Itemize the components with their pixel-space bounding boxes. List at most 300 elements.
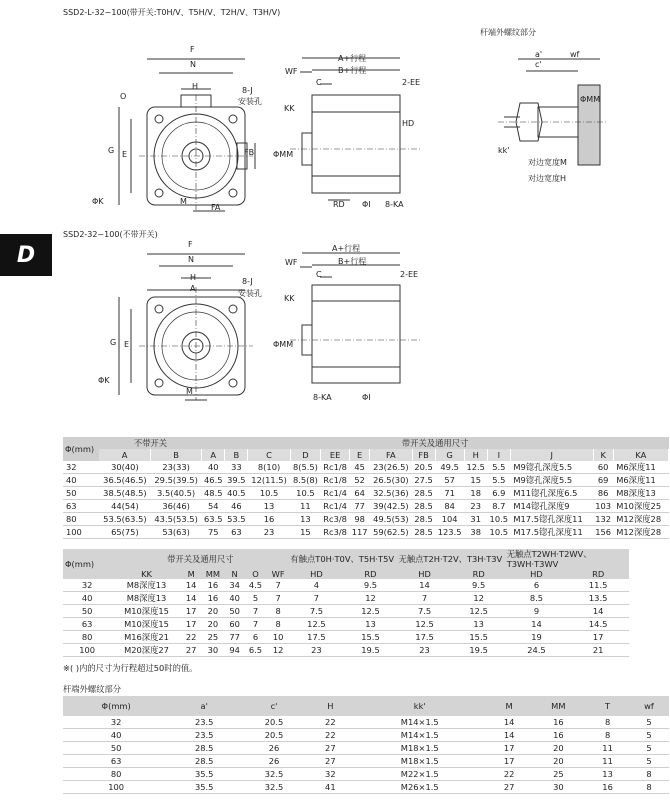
table1-cell: M17.5锪孔深度11 <box>510 526 593 539</box>
table1-cell: 15 <box>464 474 487 487</box>
dim-rd: RD <box>333 200 345 209</box>
table2-cell: 13 <box>452 618 506 631</box>
table2-cell: M10深度15 <box>111 618 181 631</box>
table3-cell: 8 <box>586 716 629 729</box>
table1-cell: 36.5(46.5) <box>99 474 150 487</box>
table1-cell: 84 <box>435 500 464 513</box>
table2-cell: M8深度13 <box>111 592 181 605</box>
dim2-e: E <box>124 340 130 349</box>
dim-g: G <box>108 146 115 155</box>
table1-cell: 49.5 <box>435 461 464 474</box>
table1-cell: 132 <box>593 513 613 526</box>
table1-cell: 57 <box>435 474 464 487</box>
table3-cell: 20 <box>531 755 587 768</box>
table3-col-header: wf <box>629 696 669 716</box>
table1-cell: 3.5(40.5) <box>151 487 202 500</box>
table-row <box>63 742 669 755</box>
table2-col-header: RD <box>567 569 629 579</box>
table1-cell: Rc1/8 <box>321 461 350 474</box>
table1-cell: 12(11.5) <box>248 474 290 487</box>
table3-cell: 5 <box>629 742 669 755</box>
table3-cell: 14 <box>488 716 531 729</box>
table3-cell: 22 <box>309 716 352 729</box>
thread-title: 杆端外螺纹部分 <box>480 28 536 37</box>
dim-o: O <box>120 92 127 101</box>
table3-col-header: T <box>586 696 629 716</box>
table1-cell: 26.5(30) <box>370 474 412 487</box>
table2-cell: 14 <box>182 592 201 605</box>
table2-cell: 7.5 <box>289 605 343 618</box>
table1-cell: 49.5(53) <box>370 513 412 526</box>
dimension-table-3 <box>63 696 669 794</box>
table2-cell: 17 <box>182 605 201 618</box>
table1-cell: 15 <box>290 526 320 539</box>
table3-cell: M14×1.5 <box>352 716 488 729</box>
dim-kk: KK <box>284 104 295 113</box>
table3-cell: 17 <box>488 742 531 755</box>
table2-col-header: M <box>182 569 201 579</box>
dim-phik: ΦK <box>92 197 104 206</box>
table2-cell: 94 <box>225 644 244 657</box>
table2-cell: 15.5 <box>452 631 506 644</box>
dim-wf: WF <box>285 67 298 76</box>
mount-hole-label-2: 安装孔 <box>238 289 262 298</box>
table3-cell: 50 <box>63 742 169 755</box>
table1-cell: 10.5 <box>290 487 320 500</box>
dimension-table-2 <box>63 549 629 657</box>
t2-group-t2w: 无触点T2WH·T2WV、T3WH·T3WV <box>506 549 629 569</box>
table3-cell: 8 <box>586 729 629 742</box>
table2-cell: 4 <box>289 579 343 592</box>
table2-cell: 77 <box>225 631 244 644</box>
table1-cell: 16 <box>248 513 290 526</box>
table3-cell: 25 <box>531 768 587 781</box>
table2-col-header: O <box>244 569 267 579</box>
table3-cell: 20.5 <box>239 716 309 729</box>
table3-cell: M18×1.5 <box>352 755 488 768</box>
t2-phi-header: Φ(mm) <box>63 549 111 579</box>
table1-cell: 44(54) <box>99 500 150 513</box>
table2-cell: 21 <box>567 644 629 657</box>
table2-cell: 9.5 <box>343 579 397 592</box>
table2-cell: 34 <box>225 579 244 592</box>
table1-col-header: J <box>510 449 593 461</box>
table2-cell: 7 <box>244 618 267 631</box>
table1-cell: 54 <box>202 500 225 513</box>
table1-col-header: FB <box>412 449 435 461</box>
table2-note: ※( )内的尺寸为行程超过50时的值。 <box>63 663 198 673</box>
table1-cell: 50 <box>63 487 99 500</box>
dim-phimm-thread: ΦMM <box>580 95 601 104</box>
table3-cell: 20 <box>531 742 587 755</box>
table1-cell: M12深度28 <box>613 526 668 539</box>
dim-fb: FB <box>244 148 255 157</box>
table2-cell: 20 <box>201 618 226 631</box>
table1-cell: 10.5 <box>487 526 510 539</box>
dim2-a-stroke: A+行程 <box>332 244 361 253</box>
table3-cell: 32 <box>309 768 352 781</box>
table-row <box>63 729 669 742</box>
table3-cell: 26 <box>239 742 309 755</box>
table3-cell: 32.5 <box>239 781 309 794</box>
table1-cell: M6深度11 <box>613 461 668 474</box>
table2-cell: 17 <box>567 631 629 644</box>
table2-cell: 14 <box>567 605 629 618</box>
dim2-phimm: ΦMM <box>273 340 294 349</box>
table1-cell: 80 <box>63 513 99 526</box>
table3-cell: 16 <box>586 781 629 794</box>
table3-cell: 27 <box>488 781 531 794</box>
dim2-kk: KK <box>284 294 295 303</box>
table1-cell: M9锪孔深度5.5 <box>510 461 593 474</box>
table2-cell: 7 <box>398 592 452 605</box>
table-row <box>63 526 669 539</box>
table3-col-header: c' <box>239 696 309 716</box>
dim-phimm: ΦMM <box>273 150 294 159</box>
table1-cell: 20.5 <box>412 461 435 474</box>
table-row <box>63 579 629 592</box>
table1-cell: 36(46) <box>151 500 202 513</box>
table3-col-header: H <box>309 696 352 716</box>
table3-cell: 63 <box>63 755 169 768</box>
dim-b-stroke: B+行程 <box>338 66 367 75</box>
table1-cell: 5.5 <box>487 461 510 474</box>
table1-cell: 60 <box>593 461 613 474</box>
t2-group-t0: 有触点T0H·T0V、T5H·T5V <box>289 549 397 569</box>
table1-cell: Rc1/4 <box>321 500 350 513</box>
table3-cell: 5 <box>629 716 669 729</box>
dim2-8j: 8-J <box>242 277 253 286</box>
table3-col-header: M <box>488 696 531 716</box>
table2-cell: 25 <box>201 631 226 644</box>
table2-cell: 32 <box>63 579 111 592</box>
dim2-n: N <box>188 255 194 264</box>
table1-cell: M11锪孔深度6.5 <box>510 487 593 500</box>
table2-cell: 7 <box>289 592 343 605</box>
table2-cell: 12 <box>267 644 290 657</box>
table1-cell: M14锪孔深度9 <box>510 500 593 513</box>
dim-hex-m: 对边宽度M <box>528 158 567 167</box>
table1-cell: 32.5(36) <box>370 487 412 500</box>
table1-cell: 63 <box>225 526 248 539</box>
table2-cell: 14 <box>182 579 201 592</box>
table2-cell: 6.5 <box>244 644 267 657</box>
table-row <box>63 768 669 781</box>
table-row <box>63 631 629 644</box>
dim2-a: A <box>190 284 196 293</box>
front-view-drawing-2 <box>95 242 270 407</box>
table2-cell: 7 <box>267 579 290 592</box>
table3-cell: 8 <box>629 781 669 794</box>
table1-cell: 48.5 <box>202 487 225 500</box>
table1-cell: 32 <box>63 461 99 474</box>
table2-cell: 12 <box>452 592 506 605</box>
dim-hex-h: 对边宽度H <box>528 174 567 183</box>
table3-cell: 28.5 <box>169 742 239 755</box>
table1-cell: 8(5.5) <box>290 461 320 474</box>
table2-cell: 23 <box>398 644 452 657</box>
table2-cell: 14.5 <box>567 618 629 631</box>
table1-cell: 12.5 <box>464 461 487 474</box>
table3-cell: 40 <box>63 729 169 742</box>
table1-cell: 27.5 <box>412 474 435 487</box>
table1-cell: 38.5(48.5) <box>99 487 150 500</box>
table1-col-header: H <box>464 449 487 461</box>
dim-8ka: 8-KA <box>385 200 404 209</box>
dim-h: H <box>192 82 199 91</box>
t2-group-common: 带开关及通用尺寸 <box>111 549 289 569</box>
table3-cell: 22 <box>309 729 352 742</box>
table1-cell: 8(10) <box>248 461 290 474</box>
table2-cell: M8深度13 <box>111 579 181 592</box>
dim-hd: HD <box>402 119 415 128</box>
dim-a-stroke: A+行程 <box>338 54 367 63</box>
table2-cell: 12.5 <box>452 605 506 618</box>
table2-cell: 9.5 <box>452 579 506 592</box>
table2-cell: 11.5 <box>567 579 629 592</box>
table1-cell: 53.5(63.5) <box>99 513 150 526</box>
table1-col-header: KA <box>613 449 668 461</box>
table2-cell: 12.5 <box>289 618 343 631</box>
table1-cell: 43.5(53.5) <box>151 513 202 526</box>
table3-cell: 32 <box>63 716 169 729</box>
dim2-8ka: 8-KA <box>313 393 332 402</box>
dim-m: M <box>180 197 187 206</box>
table3-cell: 26 <box>239 755 309 768</box>
table2-cell: 13 <box>343 618 397 631</box>
dim-phii: ΦI <box>362 200 371 209</box>
table1-cell: 75 <box>202 526 225 539</box>
side-view-drawing-2 <box>280 245 430 405</box>
table1-cell: M8深度13 <box>613 487 668 500</box>
table3-col-header: kk' <box>352 696 488 716</box>
table1-cell: 98 <box>350 513 370 526</box>
table1-cell: 156 <box>593 526 613 539</box>
table2-cell: 8.5 <box>506 592 568 605</box>
table1-cell: 23 <box>248 526 290 539</box>
table1-cell: 53.5 <box>225 513 248 526</box>
table3-cell: M14×1.5 <box>352 729 488 742</box>
table2-cell: 8 <box>267 605 290 618</box>
table1-col-header: D <box>290 449 320 461</box>
table2-cell: 14 <box>506 618 568 631</box>
table3-col-header: Φ(mm) <box>63 696 169 716</box>
table3-cell: 23.5 <box>169 729 239 742</box>
table1-cell: Rc1/8 <box>321 474 350 487</box>
table1-cell: 63 <box>63 500 99 513</box>
dim-wf-thread: wf <box>570 50 580 59</box>
table3-cell: 100 <box>63 781 169 794</box>
table1-col-header: K <box>593 449 613 461</box>
table2-cell: 80 <box>63 631 111 644</box>
table1-cell: 46.5 <box>202 474 225 487</box>
dim2-m: M <box>186 387 193 396</box>
table3-cell: M26×1.5 <box>352 781 488 794</box>
table2-col-header: WF <box>267 569 290 579</box>
table2-cell: 13.5 <box>567 592 629 605</box>
table1-cell: M10深度25 <box>613 500 668 513</box>
table-row <box>63 605 629 618</box>
front-view-drawing-1 <box>95 45 270 215</box>
table2-cell: 16 <box>201 579 226 592</box>
table2-col-header: HD <box>398 569 452 579</box>
table1-cell: 13 <box>290 513 320 526</box>
table1-cell: 40 <box>202 461 225 474</box>
table1-col-header: A <box>99 449 150 461</box>
table1-col-header: B <box>225 449 248 461</box>
table2-col-header: RD <box>452 569 506 579</box>
table1-cell: M12深度28 <box>613 513 668 526</box>
t1-phi-header: Φ(mm) <box>63 437 99 461</box>
table1-cell: 53(63) <box>151 526 202 539</box>
dim2-h: H <box>190 273 197 282</box>
table2-cell: 17 <box>182 618 201 631</box>
table2-col-header: N <box>225 569 244 579</box>
dim-2ee: 2-EE <box>402 78 421 87</box>
table2-cell: 22 <box>182 631 201 644</box>
table2-cell: 17.5 <box>398 631 452 644</box>
table1-cell: 100 <box>63 526 99 539</box>
table1-col-header: FA <box>370 449 412 461</box>
table1-cell: 18 <box>464 487 487 500</box>
table1-cell: 69 <box>593 474 613 487</box>
table2-cell: 24.5 <box>506 644 568 657</box>
table1-cell: 30(40) <box>99 461 150 474</box>
table1-cell: 103 <box>593 500 613 513</box>
table3-cell: 28.5 <box>169 755 239 768</box>
table1-cell: 39(42.5) <box>370 500 412 513</box>
table1-cell: 46 <box>225 500 248 513</box>
t2-group-t2: 无触点T2H·T2V、T3H·T3V <box>398 549 506 569</box>
table1-cell: M17.5锪孔深度11 <box>510 513 593 526</box>
table3-cell: 8 <box>629 768 669 781</box>
table2-cell: M16深度21 <box>111 631 181 644</box>
table1-col-header: I <box>487 449 510 461</box>
table2-cell: 17.5 <box>289 631 343 644</box>
table2-cell: 27 <box>182 644 201 657</box>
table1-col-header: B <box>151 449 202 461</box>
table1-cell: 5.5 <box>487 474 510 487</box>
table3-cell: 23.5 <box>169 716 239 729</box>
dim2-c: C <box>316 270 322 279</box>
table1-col-header: G <box>435 449 464 461</box>
drawing1-title: SSD2-L-32~100(带开关:T0H/V、T5H/V、T2H/V、T3H/V) <box>63 8 281 17</box>
table2-cell: 7.5 <box>398 605 452 618</box>
table1-cell: M9锪孔深度5.5 <box>510 474 593 487</box>
table1-cell: 28.5 <box>412 487 435 500</box>
table1-cell: 11 <box>290 500 320 513</box>
dim-fa: FA <box>211 203 221 212</box>
table3-cell: 14 <box>488 729 531 742</box>
table2-cell: 50 <box>63 605 111 618</box>
dim2-2ee: 2-EE <box>400 270 419 279</box>
dim2-b-stroke: B+行程 <box>338 257 367 266</box>
table1-col-header: C <box>248 449 290 461</box>
table-row <box>63 461 669 474</box>
table-row <box>63 500 669 513</box>
table3-cell: 22 <box>488 768 531 781</box>
drawing2-title: SSD2-32~100(不带开关) <box>63 230 158 239</box>
table2-cell: 20 <box>201 605 226 618</box>
table1-cell: 31 <box>464 513 487 526</box>
dim-a-prime: a' <box>535 50 543 59</box>
table1-cell: 23(26.5) <box>370 461 412 474</box>
table1-cell: 33 <box>225 461 248 474</box>
table2-cell: 8 <box>267 618 290 631</box>
table3-cell: 16 <box>531 729 587 742</box>
table1-cell: 77 <box>350 500 370 513</box>
table1-cell: 28.5 <box>412 500 435 513</box>
table2-cell: 4.5 <box>244 579 267 592</box>
table1-cell: 104 <box>435 513 464 526</box>
table2-cell: 19 <box>506 631 568 644</box>
dim-e: E <box>122 150 128 159</box>
table2-cell: 19.5 <box>343 644 397 657</box>
dim2-phik: ΦK <box>98 376 110 385</box>
table-row <box>63 644 629 657</box>
table-row <box>63 781 669 794</box>
table2-cell: 60 <box>225 618 244 631</box>
dim-kk-prime: kk' <box>498 146 510 155</box>
t1-group-common: 带开关及通用尺寸 <box>202 437 669 449</box>
table2-cell: 63 <box>63 618 111 631</box>
table3-cell: 41 <box>309 781 352 794</box>
table1-cell: Rc3/8 <box>321 526 350 539</box>
table1-col-header: EE <box>321 449 350 461</box>
table2-col-header: KK <box>111 569 181 579</box>
table1-cell: 63.5 <box>202 513 225 526</box>
table2-cell: 14 <box>398 579 452 592</box>
table3-cell: 5 <box>629 729 669 742</box>
table1-col-header: E <box>350 449 370 461</box>
table1-cell: 39.5 <box>225 474 248 487</box>
table2-cell: 16 <box>201 592 226 605</box>
table3-cell: 30 <box>531 781 587 794</box>
table3-cell: 27 <box>309 755 352 768</box>
table2-cell: 12 <box>343 592 397 605</box>
table2-cell: 5 <box>244 592 267 605</box>
table2-cell: 7 <box>267 592 290 605</box>
table2-cell: 23 <box>289 644 343 657</box>
table3-cell: 35.5 <box>169 768 239 781</box>
table-row <box>63 592 629 605</box>
table1-cell: 13 <box>248 500 290 513</box>
dim2-wf: WF <box>285 258 298 267</box>
table2-cell: 30 <box>201 644 226 657</box>
t1-group-no-switch: 不带开关 <box>99 437 201 449</box>
table3-cell: 35.5 <box>169 781 239 794</box>
table1-cell: 10.5 <box>248 487 290 500</box>
dim-c-prime: c' <box>535 60 542 69</box>
table1-cell: 65(75) <box>99 526 150 539</box>
table2-cell: 100 <box>63 644 111 657</box>
table2-cell: 6 <box>506 579 568 592</box>
table1-cell: Rc3/8 <box>321 513 350 526</box>
table3-cell: 20.5 <box>239 729 309 742</box>
table2-col-header: RD <box>343 569 397 579</box>
table1-cell: 71 <box>435 487 464 500</box>
table-row <box>63 755 669 768</box>
table2-cell: 40 <box>225 592 244 605</box>
table1-cell: 123.5 <box>435 526 464 539</box>
table2-col-header: HD <box>289 569 343 579</box>
table-row <box>63 618 629 631</box>
table1-cell: 40.5 <box>225 487 248 500</box>
table1-cell: 117 <box>350 526 370 539</box>
table1-cell: 8.5(8) <box>290 474 320 487</box>
table3-section-title: 杆端外螺纹部分 <box>63 684 122 694</box>
dim-f: F <box>190 45 195 54</box>
